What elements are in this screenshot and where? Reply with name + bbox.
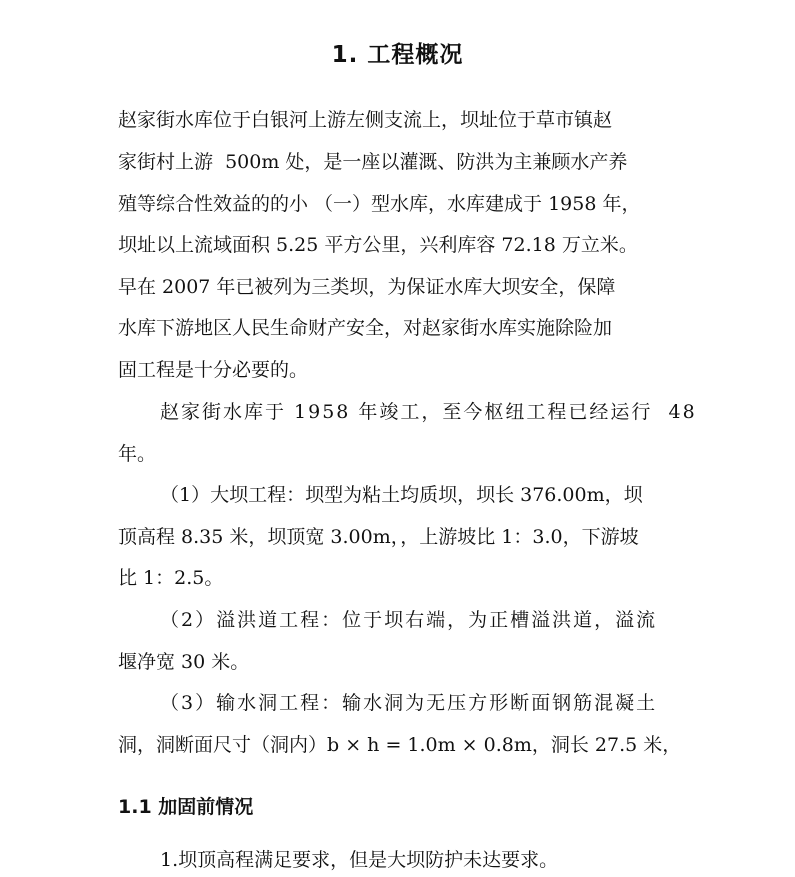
outlet-line-2: 洞，洞断面尺寸（洞内）b × h = 1.0m × 0.8m，洞长 27.5 米， (118, 734, 682, 756)
outlet-line-1: （3）输水洞工程：输水洞为无压方形断面钢筋混凝土 (160, 692, 658, 714)
intro-line-5: 早在 2007 年已被列为三类坝，为保证水库大坝安全，保障 (118, 276, 616, 298)
section-heading: 1.1 加固前情况 (118, 796, 254, 818)
item-1: 1.坝顶高程满足要求，但是大坝防护未达要求。 (160, 849, 559, 871)
intro-line-6: 水库下游地区人民生命财产安全，对赵家街水库实施除险加 (118, 317, 613, 339)
intro-line-1: 赵家街水库位于白银河上游左侧支流上，坝址位于草市镇赵 (118, 109, 613, 131)
spillway-line-2: 堰净宽 30 米。 (118, 651, 250, 673)
dam-line-2: 顶高程 8.35 米，坝顶宽 3.00m，，上游坡比 1：3.0，下游坡 (118, 526, 639, 548)
history-line-2: 年。 (118, 443, 157, 465)
dam-line-1: （1）大坝工程：坝型为粘土均质坝，坝长 376.00m，坝 (160, 484, 643, 506)
intro-line-4: 坝址以上流域面积 5.25 平方公里，兴利库容 72.18 万立米。 (118, 234, 638, 256)
history-line-1: 赵家街水库于 1958 年竣工，至今枢纽工程已经运行 48 (160, 401, 697, 423)
dam-line-3: 比 1：2.5。 (118, 567, 224, 589)
spillway-line-1: （2）溢洪道工程：位于坝右端，为正槽溢洪道，溢流 (160, 609, 658, 631)
intro-line-2: 家街村上游 500m 处，是一座以灌溉、防洪为主兼顾水产养 (118, 151, 628, 173)
page-title: 1. 工程概况 (331, 42, 464, 68)
intro-line-3: 殖等综合性效益的的小 （一）型水库，水库建成于 1958 年， (118, 193, 641, 215)
intro-line-7: 固工程是十分必要的。 (118, 359, 309, 381)
